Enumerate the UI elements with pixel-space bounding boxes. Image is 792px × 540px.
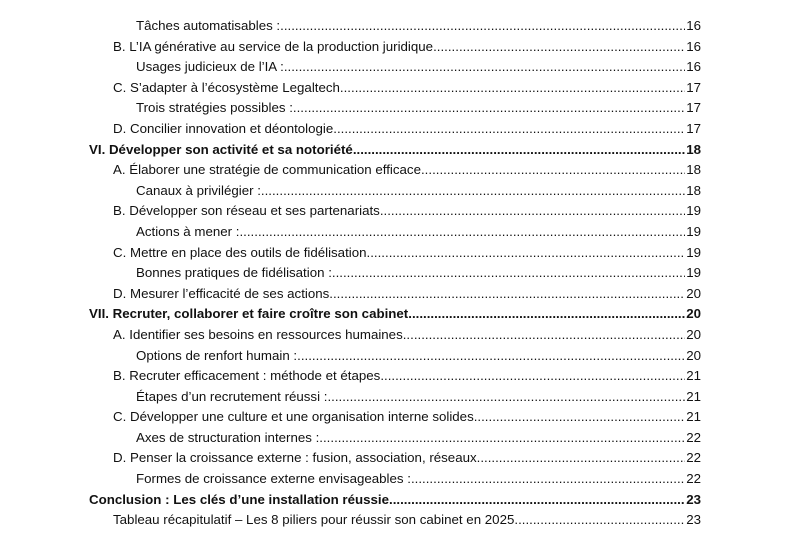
toc-entry[interactable] xyxy=(0,284,792,305)
toc-entry-label: Trois stratégies possibles : xyxy=(136,100,293,116)
toc-dot-leader xyxy=(333,119,685,139)
toc-dot-leader xyxy=(367,243,686,263)
toc-entry-page-number: 16 xyxy=(686,38,701,54)
toc-entry-label: C. Mettre en place des outils de fidélisation xyxy=(113,244,367,260)
toc-entry[interactable] xyxy=(0,16,792,37)
toc-dot-leader xyxy=(353,140,685,160)
toc-dot-leader xyxy=(408,304,685,324)
toc-entry-row xyxy=(136,346,701,366)
toc-entry[interactable] xyxy=(0,140,792,161)
toc-dot-leader xyxy=(477,448,686,468)
toc-entry-label: A. Élaborer une stratégie de communication efficace xyxy=(113,162,421,178)
toc-entry-page-number: 20 xyxy=(686,285,701,301)
toc-dot-leader xyxy=(403,325,685,345)
toc-entry[interactable] xyxy=(0,98,792,119)
toc-dot-leader xyxy=(389,490,685,510)
toc-entry-row xyxy=(136,428,701,448)
toc-entry-label: Actions à mener : xyxy=(136,223,240,239)
toc-entry-label: Options de renfort humain : xyxy=(136,347,298,363)
toc-dot-leader xyxy=(380,366,685,386)
toc-dot-leader xyxy=(474,407,685,427)
toc-entry[interactable] xyxy=(0,407,792,428)
toc-entry-row xyxy=(113,325,701,345)
toc-entry-page-number: 22 xyxy=(686,450,701,466)
toc-entry-page-number: 19 xyxy=(686,203,701,219)
toc-entry-page-number: 22 xyxy=(686,429,701,445)
toc-entry-label: Canaux à privilégier : xyxy=(136,182,261,198)
toc-entry-page-number: 21 xyxy=(686,409,701,425)
toc-entry-page-number: 17 xyxy=(686,100,701,116)
toc-entry[interactable] xyxy=(0,510,792,531)
toc-entry[interactable] xyxy=(0,263,792,284)
toc-entry-page-number: 19 xyxy=(686,244,701,260)
toc-entry[interactable] xyxy=(0,160,792,181)
toc-entry-label: D. Mesurer l’efficacité de ses actions xyxy=(113,285,330,301)
toc-dot-leader xyxy=(433,37,685,57)
toc-entry-label: Bonnes pratiques de fidélisation : xyxy=(136,265,332,281)
toc-entry-label: Tableau récapitulatif – Les 8 piliers pour réussir son cabinet en 2025 xyxy=(113,512,515,528)
toc-dot-leader xyxy=(421,160,685,180)
toc-entry-row xyxy=(136,263,701,283)
toc-entry[interactable] xyxy=(0,119,792,140)
toc-dot-leader xyxy=(261,181,685,201)
toc-entry-row xyxy=(113,201,701,221)
toc-entry-row xyxy=(136,222,701,242)
toc-entry-label: A. Identifier ses besoins en ressources humaines xyxy=(113,326,403,342)
toc-entry-row xyxy=(136,469,701,489)
toc-entry-row xyxy=(136,181,701,201)
toc-entry-label: Usages judicieux de l’IA : xyxy=(136,59,284,75)
toc-entry-label: VI. Développer son activité et sa notoriété xyxy=(89,141,353,157)
toc-entry-row xyxy=(136,57,701,77)
toc-entry[interactable] xyxy=(0,448,792,469)
toc-entry[interactable] xyxy=(0,387,792,408)
toc-entry-label: Axes de structuration internes : xyxy=(136,429,320,445)
toc-entry-page-number: 16 xyxy=(686,18,701,33)
toc-entry-row xyxy=(136,387,701,407)
toc-entry[interactable] xyxy=(0,325,792,346)
toc-entry[interactable] xyxy=(0,37,792,58)
toc-entry-row xyxy=(89,304,701,324)
toc-entry-page-number: 22 xyxy=(686,471,701,487)
toc-dot-leader xyxy=(332,263,685,283)
toc-entry-row xyxy=(113,243,701,263)
toc-entry-row xyxy=(89,140,701,160)
toc-entry-label: B. Recruter efficacement : méthode et étapes xyxy=(113,368,381,384)
toc-dot-leader xyxy=(380,201,685,221)
toc-entry-label: C. S’adapter à l’écosystème Legaltech xyxy=(113,79,340,95)
toc-entry-row xyxy=(113,37,701,57)
toc-entry-page-number: 19 xyxy=(686,265,701,281)
toc-entry-row xyxy=(136,16,701,36)
toc-entry-row xyxy=(113,448,701,468)
toc-entry-page-number: 18 xyxy=(686,162,701,178)
toc-dot-leader xyxy=(293,98,685,118)
toc-entry-row xyxy=(113,119,701,139)
toc-entry[interactable] xyxy=(0,201,792,222)
toc-dot-leader xyxy=(319,428,685,448)
toc-entry-page-number: 21 xyxy=(686,368,701,384)
table-of-contents xyxy=(0,16,792,531)
toc-entry[interactable] xyxy=(0,346,792,367)
toc-entry[interactable] xyxy=(0,222,792,243)
toc-entry-label: Tâches automatisables : xyxy=(136,18,281,33)
toc-entry[interactable] xyxy=(0,181,792,202)
toc-dot-leader xyxy=(329,284,685,304)
toc-entry-page-number: 19 xyxy=(686,223,701,239)
toc-entry[interactable] xyxy=(0,243,792,264)
toc-entry-row xyxy=(89,490,701,510)
toc-entry-row xyxy=(113,510,701,530)
toc-dot-leader xyxy=(284,57,685,77)
toc-entry-row xyxy=(113,284,701,304)
toc-entry-label: B. L’IA générative au service de la production juridique xyxy=(113,38,434,54)
toc-dot-leader xyxy=(280,16,685,36)
toc-entry-row xyxy=(113,407,701,427)
toc-entry-page-number: 16 xyxy=(686,59,701,75)
toc-dot-leader xyxy=(411,469,685,489)
toc-entry-page-number: 20 xyxy=(686,326,701,342)
toc-entry-label: D. Penser la croissance externe : fusion, association, réseaux xyxy=(113,450,477,466)
toc-entry[interactable] xyxy=(0,304,792,325)
toc-entry-row xyxy=(113,366,701,386)
toc-entry[interactable] xyxy=(0,57,792,78)
toc-entry-row xyxy=(113,78,701,98)
toc-entry-label: D. Concilier innovation et déontologie xyxy=(113,120,334,136)
toc-entry[interactable] xyxy=(0,366,792,387)
toc-entry-page-number: 21 xyxy=(686,388,701,404)
toc-entry-page-number: 18 xyxy=(686,182,701,198)
toc-dot-leader xyxy=(297,346,685,366)
toc-entry-page-number: 20 xyxy=(686,347,701,363)
toc-entry-page-number: 18 xyxy=(686,141,701,157)
toc-entry-page-number: 17 xyxy=(686,120,701,136)
toc-entry-row xyxy=(136,98,701,118)
toc-entry[interactable] xyxy=(0,428,792,449)
toc-dot-leader xyxy=(327,387,685,407)
toc-entry-label: C. Développer une culture et une organisation interne solides xyxy=(113,409,474,425)
toc-entry-page-number: 23 xyxy=(686,512,701,528)
toc-entry[interactable] xyxy=(0,490,792,511)
toc-entry-label: VII. Recruter, collaborer et faire croître son cabinet xyxy=(89,306,409,322)
toc-dot-leader xyxy=(514,510,685,530)
toc-entry-page-number: 23 xyxy=(686,491,701,507)
toc-entry-label: B. Développer son réseau et ses partenariats xyxy=(113,203,380,219)
toc-entry-label: Formes de croissance externe envisageables : xyxy=(136,471,411,487)
toc-entry-label: Conclusion : Les clés d’une installation réussie xyxy=(89,491,389,507)
toc-entry-row xyxy=(113,160,701,180)
toc-entry-label: Étapes d’un recrutement réussi : xyxy=(136,388,328,404)
toc-entry-page-number: 17 xyxy=(686,79,701,95)
toc-entry[interactable] xyxy=(0,78,792,99)
toc-dot-leader xyxy=(340,78,685,98)
toc-entry-page-number: 20 xyxy=(686,306,701,322)
toc-dot-leader xyxy=(239,222,685,242)
toc-entry[interactable] xyxy=(0,469,792,490)
